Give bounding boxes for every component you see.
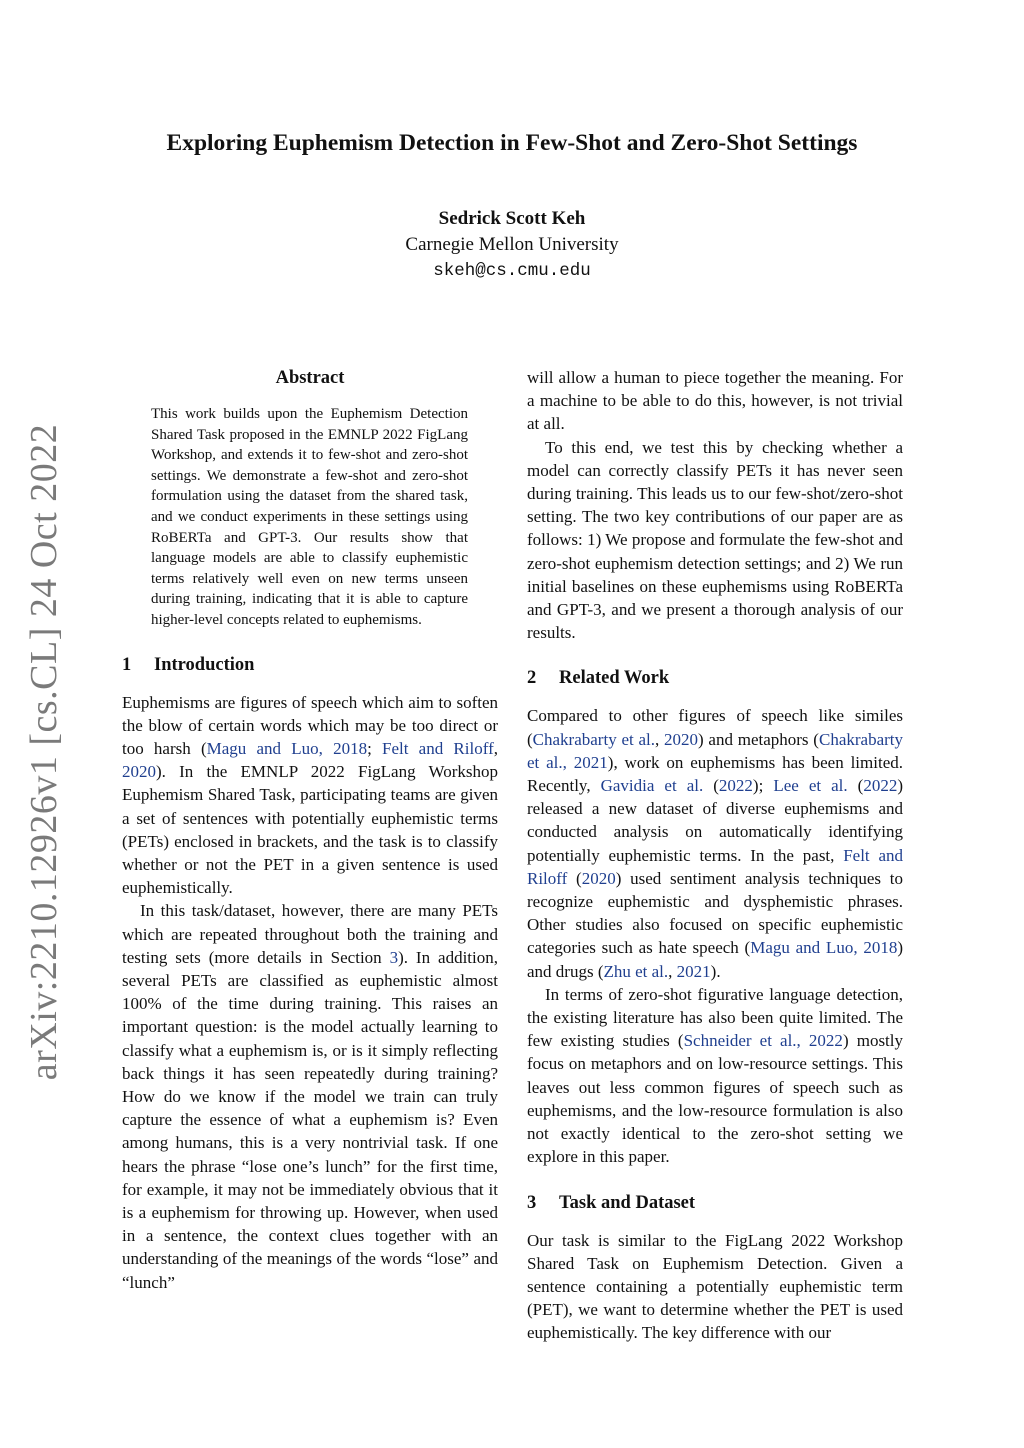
text-run: ) mostly focus on metaphors and on low-resource settings. This leaves out less common figures of speech such as euphemisms, and the low-resource formulation is also not exactly identical to the zero-shot setting we explore in this paper. xyxy=(527,1031,904,1167)
section-heading-related-work xyxy=(527,666,903,690)
citation-link[interactable]: Zhu et al. xyxy=(603,961,669,981)
text-run: ), work on euphemisms has been limited. Recently, xyxy=(527,752,903,796)
citation-link[interactable]: Lee et al. xyxy=(773,776,848,796)
intro-paragraph-2-continued: will allow a human to piece together the meaning. For a machine to be able to do this, however, is not trivial at all. xyxy=(527,368,903,434)
citation-link[interactable]: Chakrabarty et al., 2021 xyxy=(527,729,904,772)
text-run: , xyxy=(493,738,498,758)
arxiv-identifier-text: arXiv:2210.12926v1 [cs.CL] 24 Oct 2022 xyxy=(23,423,65,1081)
paper-title: Exploring Euphemism Detection in Few-Shot and Zero-Shot Settings xyxy=(166,130,858,156)
text-run: ; xyxy=(367,738,383,758)
section-number: 2 xyxy=(527,668,537,689)
intro-paragraph-2 xyxy=(122,899,498,1293)
author-affiliation: Carnegie Mellon University xyxy=(405,234,619,255)
section-number: 3 xyxy=(527,1192,537,1213)
citation-link[interactable]: Schneider et al., 2022 xyxy=(683,1031,843,1051)
citation-link[interactable]: 2021 xyxy=(676,961,711,981)
text-run: In this task/dataset, however, there are many PETs which are repeated throughout both the training and testing sets (more details in Section xyxy=(122,901,498,967)
text-run: ). In addition, several PETs are classified as euphemistic almost 100% of the time during training. This raises an important question: is the model actually learning to classify what a euphemism is, or is it simply reflecting back things it has seen repeatedly during training? How do we know if the model we train can truly capture the essence of what a euphemism is? Even among humans, this is a very nontrivial task. If one hears the phrase “lose one’s lunch” for the first time, for example, it may not be immediately obvious that it is a euphemism for throwing up. However, when used in a sentence, the context clues together with an understanding of the meanings of the words “lose” and “lunch” xyxy=(122,947,498,1292)
section-title: Related Work xyxy=(559,668,670,689)
intro-paragraph-1 xyxy=(122,691,498,900)
section-heading-task-and-dataset xyxy=(527,1191,903,1215)
author-email: skeh@cs.cmu.edu xyxy=(433,261,591,281)
text-run: ) and drugs ( xyxy=(527,938,903,981)
intro-paragraph-3: To this end, we test this by checking whether a model can correctly classify PETs it has never seen during training. This leads us to our few-shot/zero-shot setting. The two key contributions of our paper are as follows: 1) We propose and formulate the few-shot and zero-shot euphemism detection settings; and 2) We run initial baselines on these euphemisms using RoBERTa and GPT-3, and we present a thorough analysis of our results. xyxy=(527,437,903,643)
section-heading-introduction xyxy=(122,653,498,677)
citation-link[interactable]: 2020 xyxy=(664,729,699,749)
related-paragraph-2 xyxy=(527,983,903,1169)
citation-link[interactable]: Felt and Riloff xyxy=(382,738,494,758)
text-run: ). In the EMNLP 2022 FigLang Workshop Euphemism Shared Task, participating teams are given a set of sentences with potentially euphemistic terms (PETs) enclosed in brackets, and the task is to classify whether or not the PET in a given sentence is used euphemistically. xyxy=(122,762,498,898)
right-column xyxy=(527,366,903,1345)
text-run: ) used sentiment analysis techniques to recognize euphemistic and dysphemistic phrases. Other studies also focused on specific euphemistic categories such as hate speech ( xyxy=(527,868,903,958)
citation-link[interactable]: 2020 xyxy=(581,868,616,888)
citation-link[interactable]: Magu and Luo, 2018 xyxy=(750,938,898,958)
text-run: In terms of zero-shot figurative language detection, the existing literature has also been quite limited. The few existing studies ( xyxy=(527,984,903,1051)
section-title: Introduction xyxy=(154,654,255,675)
text-run: ); xyxy=(752,776,774,796)
citation-link[interactable]: Magu and Luo, 2018 xyxy=(206,738,368,758)
text-run: Compared to other figures of speech like similes ( xyxy=(527,706,903,749)
citation-link[interactable]: 2020 xyxy=(122,762,156,782)
section-reference-link[interactable]: 3 xyxy=(389,947,399,967)
text-run: , xyxy=(668,961,677,981)
author-name: Sedrick Scott Keh xyxy=(438,208,586,229)
citation-link[interactable]: Felt and Riloff xyxy=(527,845,903,888)
author-block xyxy=(0,206,1024,284)
text-run: ( xyxy=(567,868,582,888)
text-run: ) released a new dataset of diverse euphemisms and conducted analysis on automatically identifying potentially euphemistic terms. In the past, xyxy=(527,776,903,865)
section-title: Task and Dataset xyxy=(559,1192,696,1213)
citation-link[interactable]: Chakrabarty et al. xyxy=(532,729,655,749)
left-column xyxy=(122,366,498,1294)
section-number: 1 xyxy=(122,654,132,675)
abstract-heading: Abstract xyxy=(275,368,345,388)
related-paragraph-1 xyxy=(527,704,903,982)
task-paragraph-1: Our task is similar to the FigLang 2022 Workshop Shared Task on Euphemism Detection. Given a sentence containing a potentially euphemistic term (PET), we want to determine whether the PET is used euphemistically. The key difference with our xyxy=(527,1230,903,1343)
citation-link[interactable]: Gavidia et al. xyxy=(600,776,704,796)
text-run: ( xyxy=(847,776,864,796)
arxiv-identifier xyxy=(22,423,66,1081)
text-run: Euphemisms are figures of speech which aim to soften the blow of certain words which may be too direct or too harsh ( xyxy=(122,692,498,758)
text-run: , xyxy=(655,729,665,749)
citation-link[interactable]: 2022 xyxy=(718,776,753,796)
text-run: ). xyxy=(710,961,721,981)
abstract-body: This work builds upon the Euphemism Detection Shared Task proposed in the EMNLP 2022 FigLang Workshop, and extends it to few-shot and zero-shot settings. We demonstrate a few-shot and zero-shot formulation using the dataset from the shared task, and we conduct experiments in these settings using RoBERTa and GPT-3. Our results show that language models are able to classify euphemistic terms relatively well even on new terms unseen during training, indicating that it is able to capture higher-level concepts related to euphemisms. xyxy=(151,406,468,628)
text-run: ( xyxy=(703,776,719,796)
citation-link[interactable]: 2022 xyxy=(863,776,898,796)
text-run: ) and metaphors ( xyxy=(698,729,819,749)
